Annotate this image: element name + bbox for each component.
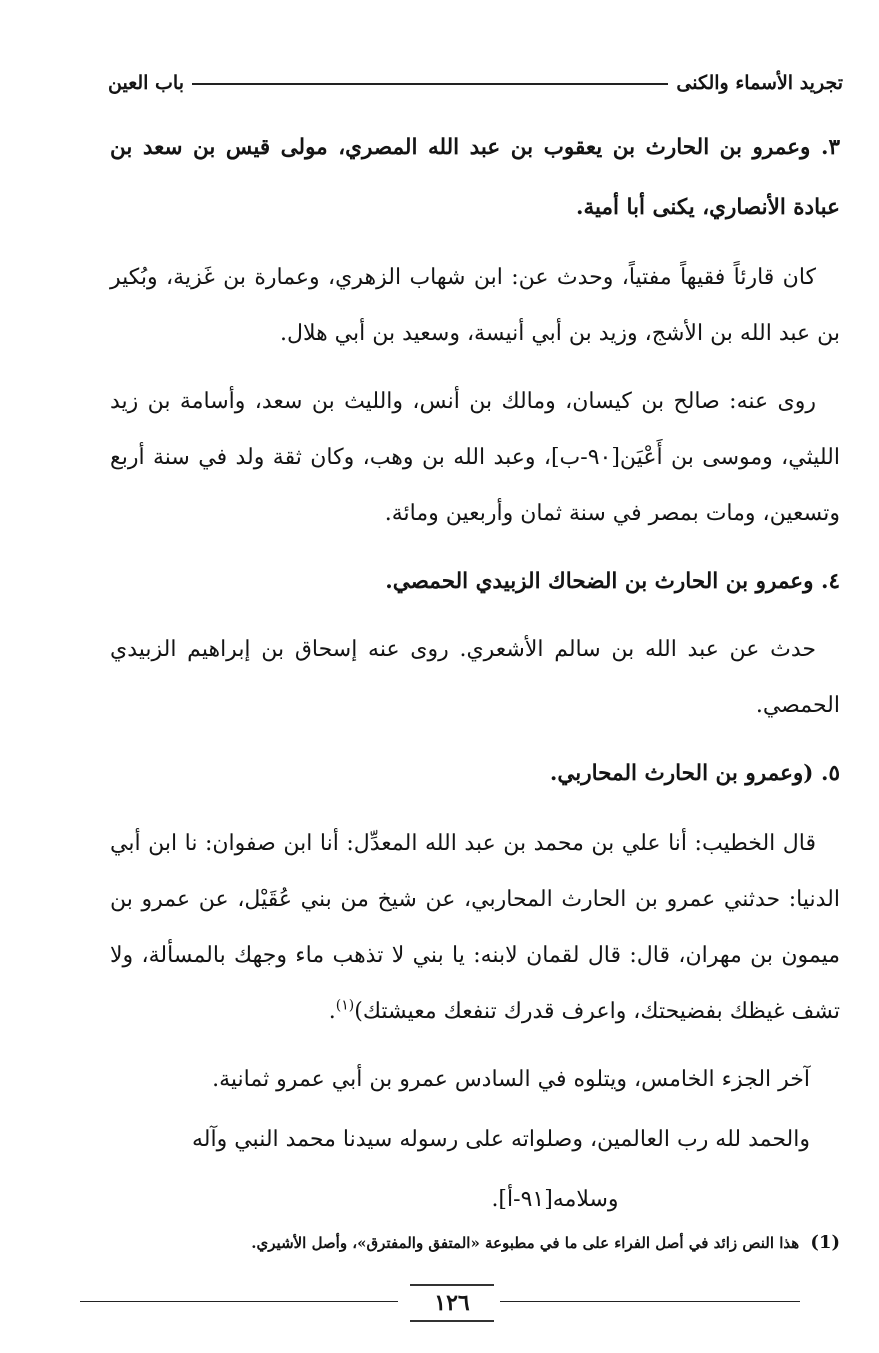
page-number: ١٢٦	[410, 1284, 494, 1322]
closing-line-3: وسلامه[٩١-أ].	[491, 1187, 619, 1212]
book-title: تجريد الأسماء والكنى	[676, 72, 843, 94]
page-footer	[80, 1284, 800, 1324]
footer-rule-left	[80, 1301, 398, 1302]
header-rule	[192, 83, 668, 85]
footnote	[110, 1232, 840, 1253]
footer-rule-right	[500, 1301, 800, 1302]
closing-line-2: والحمد لله رب العالمين، وصلواته على رسوله سيدنا محمد النبي وآله	[191, 1127, 810, 1152]
entry-4-paragraph-1: حدث عن عبد الله بن سالم الأشعري. روى عنه إسحاق بن إبراهيم الزبيدي الحمصي.	[110, 637, 840, 718]
running-header	[108, 60, 843, 94]
main-text	[110, 118, 840, 1230]
end-punctuation: .	[328, 999, 336, 1024]
footnote-text: هذا النص زائد في أصل الفراء على ما في مطبوعة «المتفق والمفترق»، وأصل الأشيري.	[251, 1234, 800, 1252]
entry-heading-3: ٣. وعمرو بن الحارث بن يعقوب بن عبد الله المصري، مولى قيس بن سعد بن عبادة الأنصاري، يكنى أبا أمية.	[110, 135, 840, 220]
chapter-title: باب العين	[108, 72, 185, 94]
entry-heading-4: ٤. وعمرو بن الحارث بن الضحاك الزبيدي الحمصي.	[385, 569, 840, 594]
footnote-number: (1)	[810, 1232, 840, 1253]
entry-3-paragraph-2: روى عنه: صالح بن كيسان، ومالك بن أنس، والليث بن سعد، وأسامة بن زيد الليثي، وموسى بن أَعْيَن[٩٠-ب]، وعبد الله بن وهب، وكان ثقة ولد في سنة أربع وتسعين، ومات بمصر في سنة ثمان وأربعين ومائة.	[110, 389, 840, 526]
entry-5-paragraph-1	[110, 816, 840, 1040]
entry-5-paragraph-text: قال الخطيب: أنا علي بن محمد بن عبد الله المعدِّل: أنا ابن صفوان: نا ابن أبي الدنيا: حدثني عمرو بن الحارث المحاربي، عن شيخ من بني عُقَيْل، عن عمرو بن ميمون بن مهران، قال: قال لقمان لابنه: يا بني لا تذهب ماء وجهك بالمسألة، ولا تشف غيظك بفضيحتك، واعرف قدرك تنفعك معيشتك)	[110, 831, 840, 1024]
closing-line-1: آخر الجزء الخامس، ويتلوه في السادس عمرو بن أبي عمرو ثمانية.	[212, 1067, 810, 1092]
entry-heading-5: ٥. (وعمرو بن الحارث المحاربي.	[549, 761, 840, 786]
entry-3-paragraph-1: كان قارئاً فقيهاً مفتياً، وحدث عن: ابن شهاب الزهري، وعمارة بن غَزية، وبُكير بن عبد الله بن الأشج، وزيد بن أبي أنيسة، وسعيد بن أبي هلال.	[110, 265, 840, 346]
footnote-reference: (١)	[335, 997, 355, 1014]
